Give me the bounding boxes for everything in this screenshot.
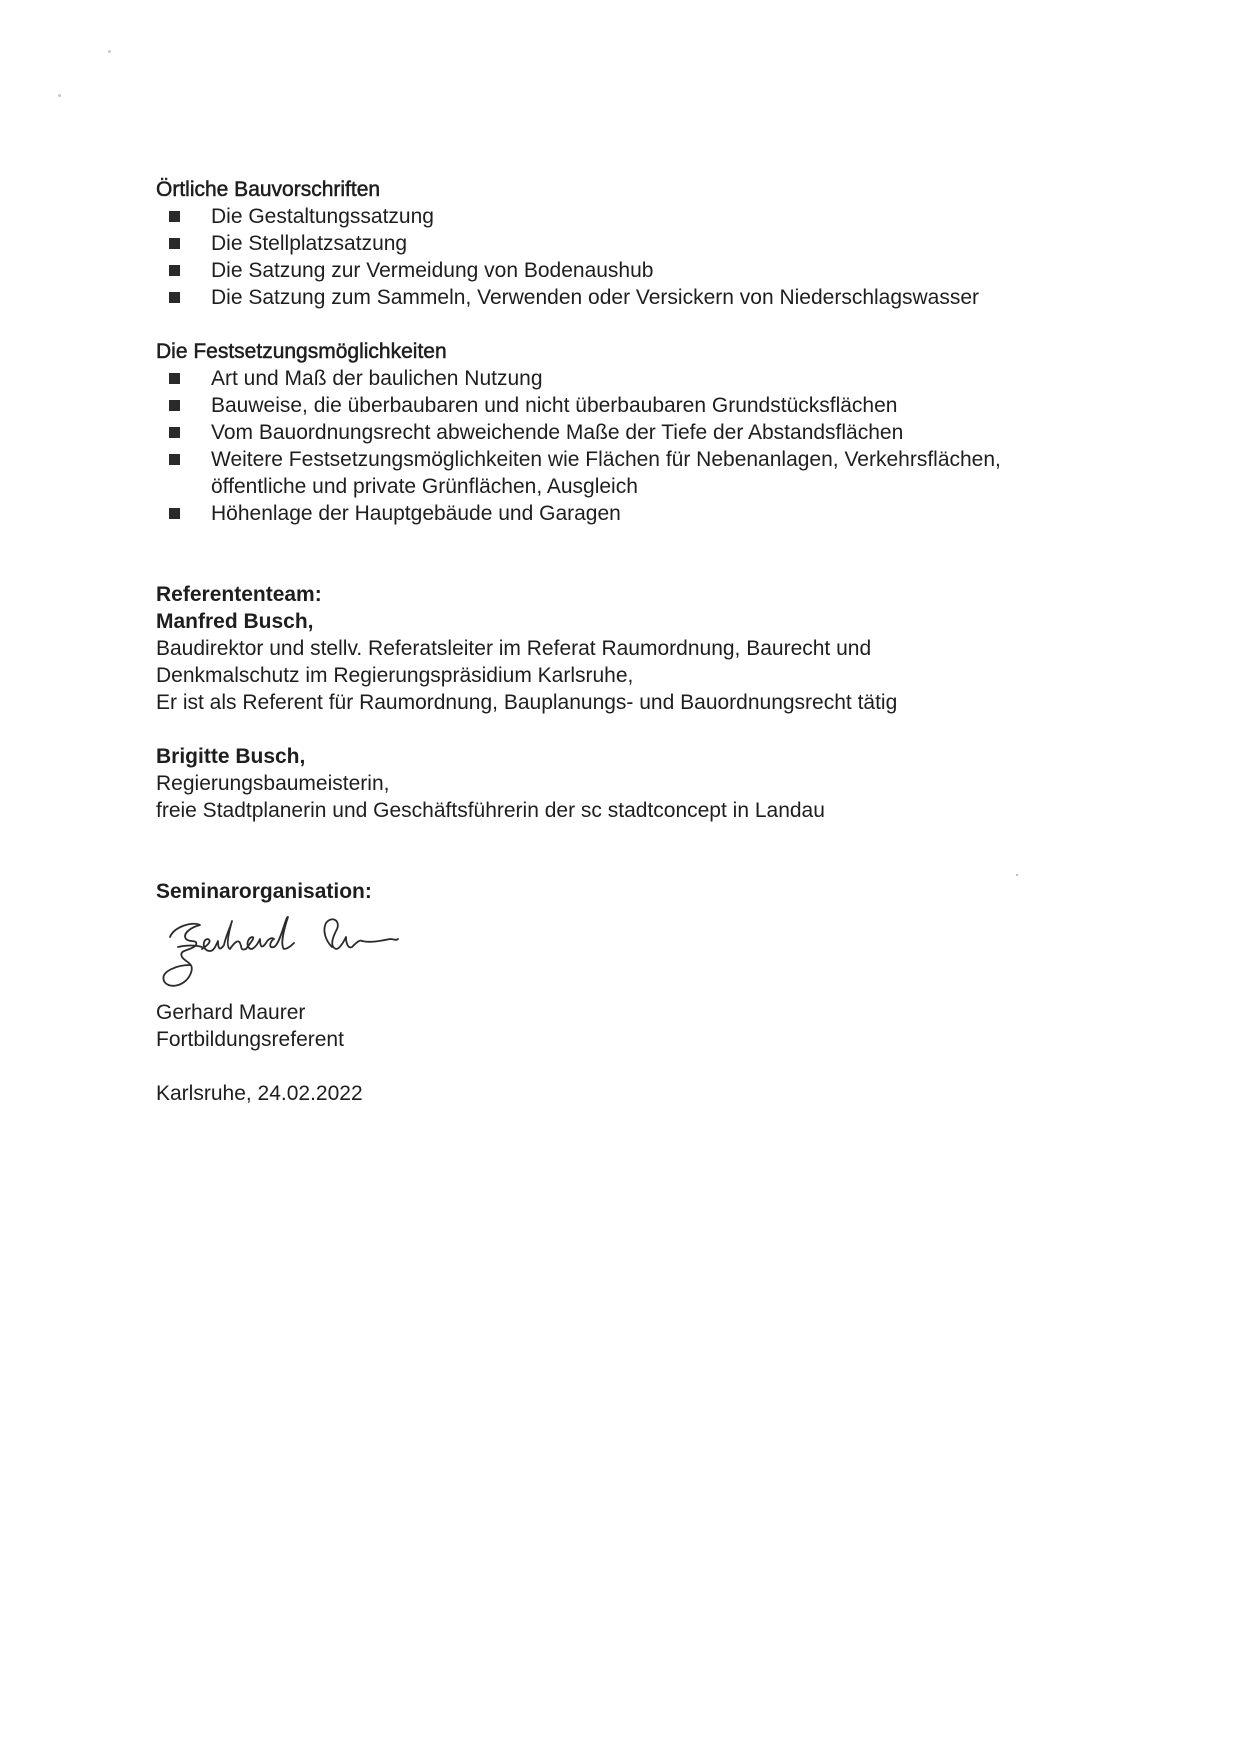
section-heading-oertliche-bauvorschriften: Örtliche Bauvorschriften bbox=[156, 178, 381, 201]
referent-description-line: Baudirektor und stellv. Referatsleiter im Referat Raumordnung, Baurecht und bbox=[156, 637, 872, 660]
signature-block bbox=[156, 905, 1116, 999]
square-bullet-icon bbox=[169, 400, 180, 411]
scan-speck bbox=[108, 50, 111, 53]
referententeam-heading: Referententeam: bbox=[156, 583, 322, 606]
square-bullet-icon bbox=[169, 427, 180, 438]
referent-description-line: Er ist als Referent für Raumordnung, Bauplanungs- und Bauordnungsrecht tätig bbox=[156, 691, 898, 714]
list-item-text: Weitere Festsetzungsmöglichkeiten wie Flächen für Nebenanlagen, Verkehrsflächen, bbox=[211, 448, 1001, 471]
square-bullet-icon bbox=[169, 211, 180, 222]
festsetzungsmoeglichkeiten-list bbox=[156, 365, 1116, 527]
list-item bbox=[156, 446, 1116, 500]
list-item-text: Die Stellplatzsatzung bbox=[211, 232, 408, 255]
list-item-text: Die Satzung zum Sammeln, Verwenden oder Versickern von Niederschlagswasser bbox=[211, 286, 980, 309]
list-item-text: Vom Bauordnungsrecht abweichende Maße der Tiefe der Abstandsflächen bbox=[211, 421, 904, 444]
referent-description-line: Regierungsbaumeisterin, bbox=[156, 772, 390, 795]
square-bullet-icon bbox=[169, 292, 180, 303]
referent-description-manfred bbox=[156, 635, 1116, 716]
handwritten-signature bbox=[156, 905, 416, 995]
referent-description-brigitte bbox=[156, 770, 1116, 824]
list-item bbox=[156, 257, 1116, 284]
list-item-text-continued: öffentliche und private Grünflächen, Ausgleich bbox=[211, 475, 638, 498]
seminarorganisation-heading: Seminarorganisation: bbox=[156, 880, 372, 903]
list-item bbox=[156, 284, 1116, 311]
list-item bbox=[156, 392, 1116, 419]
square-bullet-icon bbox=[169, 265, 180, 276]
list-item-text: Art und Maß der baulichen Nutzung bbox=[211, 367, 543, 390]
square-bullet-icon bbox=[169, 373, 180, 384]
list-item bbox=[156, 230, 1116, 257]
place-and-date: Karlsruhe, 24.02.2022 bbox=[156, 1082, 363, 1105]
list-item bbox=[156, 203, 1116, 230]
list-item-text: Die Satzung zur Vermeidung von Bodenaushub bbox=[211, 259, 654, 282]
list-item-text: Bauweise, die überbaubaren und nicht überbaubaren Grundstücksflächen bbox=[211, 394, 898, 417]
list-item bbox=[156, 500, 1116, 527]
oertliche-bauvorschriften-list bbox=[156, 203, 1116, 311]
scan-speck bbox=[58, 94, 61, 97]
list-item bbox=[156, 419, 1116, 446]
list-item-text: Höhenlage der Hauptgebäude und Garagen bbox=[211, 502, 621, 525]
organizer-role: Fortbildungsreferent bbox=[156, 1028, 344, 1051]
section-heading-festsetzungsmoeglichkeiten: Die Festsetzungsmöglichkeiten bbox=[156, 340, 447, 363]
referent-name-brigitte: Brigitte Busch, bbox=[156, 745, 306, 768]
document-content bbox=[156, 176, 1116, 1107]
referent-name-manfred: Manfred Busch, bbox=[156, 610, 314, 633]
referent-description-line: Denkmalschutz im Regierungspräsidium Karlsruhe, bbox=[156, 664, 634, 687]
square-bullet-icon bbox=[169, 238, 180, 249]
referent-description-line: freie Stadtplanerin und Geschäftsführerin der sc stadtconcept in Landau bbox=[156, 799, 825, 822]
organizer-name: Gerhard Maurer bbox=[156, 1001, 306, 1024]
list-item bbox=[156, 365, 1116, 392]
square-bullet-icon bbox=[169, 454, 180, 465]
list-item-text: Die Gestaltungssatzung bbox=[211, 205, 434, 228]
square-bullet-icon bbox=[169, 508, 180, 519]
